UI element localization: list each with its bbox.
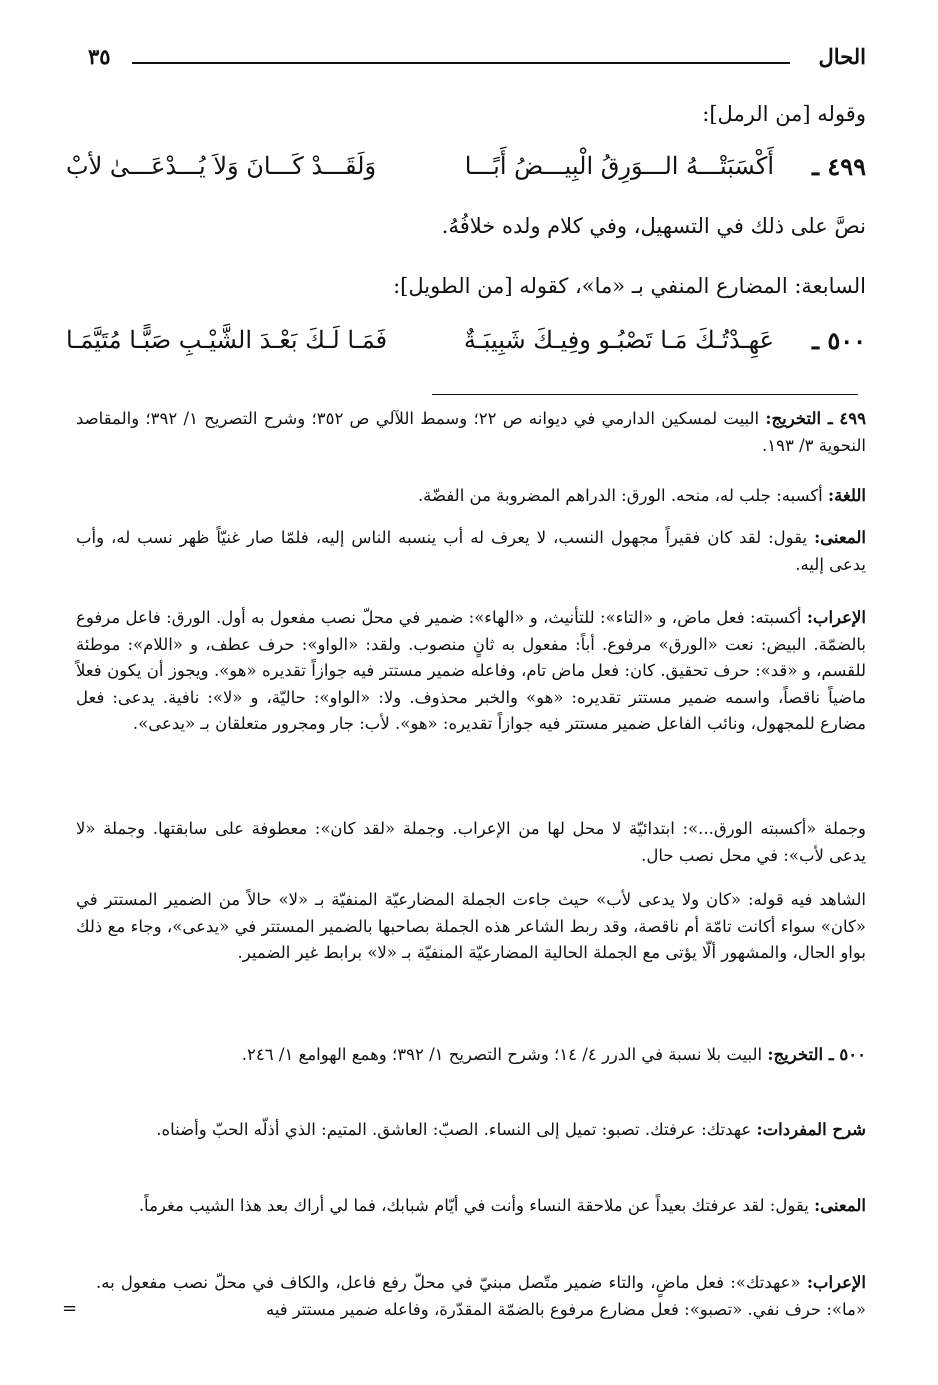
footnote-499-shahid: [76, 887, 866, 967]
footnote-499-mana: [76, 525, 866, 578]
chapter-title: الحال: [818, 44, 866, 69]
footnote-text: أكسبته: فعل ماض، و «التاء»: للتأنيث، و «الهاء»: ضمير في محلّ نصب مفعول به أول. الورق: فاعل مرفوع بالضمّة. البيض: نعت «الورق» مرفوع. أباً: مفعول به ثانٍ منصوب. ولقد: «الواو»: حرف عطف، و «اللام»: موطئة للقسم، و «قد»: حرف تحقيق. كان: فعل ماض تام، وفاعله ضمير مستتر فيه جوازاً تقديره «هو». ويجوز أن يكون فعلاً ماضياً ناقصاً، واسمه ضمير مستتر تقديره: «هو» والخبر محذوف. ولا: «الواو»: حاليّة، و «لا»: نافية. يدعى: فعل مضارع للمجهول، ونائب الفاعل ضمير مستتر فيه جوازاً تقديره: «هو». لأب: جار ومجرور متعلقان بـ «يدعى».: [76, 608, 866, 733]
verse-499: [66, 152, 866, 192]
footnote-text: وجملة «أكسبته الورق...»: ابتدائيّة لا محل لها من الإعراب. وجملة «لقد كان»: معطوفة على سابقتها. وجملة «لا يدعى لأب»: في محل نصب حال.: [76, 819, 866, 865]
verse-hemistich-1: عَهِـدْتُـكَ مَـا تَصْبُـو وفِيـكَ شَبِيبَـةٌ: [463, 326, 774, 354]
verse-hemistich-1: أَكْسَبَتْـــهُ الـــوَرِقُ الْبِيـــضُ أَبًـــا: [464, 152, 774, 180]
footnote-text: «عهدتك»: فعل ماضٍ، والتاء ضمير متّصل مبنيّ في محلّ رفع فاعل، والكاف في محلّ نصب مفعول به. «ما»: حرف نفي. «تصبو»: فعل مضارع مرفوع بالضمّة المقدّرة، وفاعله ضمير مستتر فيه: [96, 1273, 866, 1319]
footnote-label: ٥٠٠ ـ التخريج:: [767, 1045, 866, 1064]
intro-499: وقوله [من الرمل]:: [702, 102, 866, 126]
continuation-mark: =: [62, 1298, 78, 1319]
verse-500: [66, 326, 866, 366]
verse-hemistich-2: وَلَقَـــدْ كَـــانَ وَلاَ يُـــدْعَـــىٰ لأبْ: [66, 152, 377, 180]
footnote-text: يقول: لقد عرفتك بعيداً عن ملاحقة النساء وأنت في أيّام شبابك، فما لي أراك بعد هذا الشيب مغرماً.: [138, 1196, 809, 1215]
note-499: نصَّ على ذلك في التسهيل، وفي كلام ولده خلافُهُ.: [441, 214, 866, 238]
footnote-text: البيت لمسكين الدارمي في ديوانه ص ٢٢؛ وسمط اللآلي ص ٣٥٢؛ وشرح التصريح ١/ ٣٩٢؛ والمقاصد النحوية ٣/ ١٩٣.: [76, 409, 866, 455]
intro-500: السابعة: المضارع المنفي بـ «ما»، كقوله [من الطويل]:: [393, 274, 866, 298]
verse-hemistich-2: فَمَـا لَـكَ بَعْـدَ الشَّيْـبِ صَبًّـا مُتَيَّمَـا: [66, 326, 388, 354]
page-number: ٣٥: [88, 44, 111, 69]
footnote-500-takhrij: [76, 1042, 866, 1069]
verse-number: ٥٠٠ ـ: [811, 326, 866, 355]
footnote-label: اللغة:: [828, 486, 866, 505]
footnote-499-jumla: [76, 816, 866, 869]
header-rule: [132, 62, 790, 64]
footnote-text: أكسبه: جلب له، منحه. الورق: الدراهم المضروبة من الفضّة.: [417, 486, 823, 505]
footnote-499-takhrij: [76, 406, 866, 459]
footnote-label: الإعراب:: [806, 1273, 866, 1292]
footnote-499-irab: [76, 605, 866, 738]
footnote-500-mufradat: [76, 1117, 866, 1144]
footnote-label: الإعراب:: [806, 608, 866, 627]
footnote-499-lugha: [76, 483, 866, 510]
footnote-label: المعنى:: [814, 528, 866, 547]
footnote-text: البيت بلا نسبة في الدرر ٤/ ١٤؛ وشرح التصريح ١/ ٣٩٢؛ وهمع الهوامع ١/ ٢٤٦.: [241, 1045, 763, 1064]
footnote-text: يقول: لقد كان فقيراً مجهول النسب، لا يعرف له أب ينسبه الناس إليه، فلمّا صار غنيّاً ظهر نسب له، وأب يدعى إليه.: [76, 528, 866, 574]
footnote-text: عهدتك: عرفتك. تصبو: تميل إلى النساء. الصبّ: العاشق. المتيم: الذي أذلّه الحبّ وأضناه.: [156, 1120, 752, 1139]
footnote-text: الشاهد فيه قوله: «كان ولا يدعى لأب» حيث جاءت الجملة المضارعيّة المنفيّة بـ «لا» حالاً من الضمير المستتر في «كان» سواء أكانت تامّة أم ناقصة، وقد ربط الشاعر هذه الجملة بصاحبها بالضمير المستتر في «يدعى»، وجاء مع ذلك بواو الحال، والمشهور ألّا يؤتى مع الجملة الحالية المضارعيّة المنفيّة بـ «لا» برابط غير الضمير.: [76, 890, 866, 962]
footnote-separator: [432, 394, 858, 395]
footnote-label: شرح المفردات:: [756, 1120, 866, 1139]
verse-number: ٤٩٩ ـ: [811, 152, 866, 181]
running-header: [88, 44, 866, 78]
footnote-500-mana: [76, 1193, 866, 1220]
footnote-500-irab: [96, 1270, 866, 1323]
footnote-label: ٤٩٩ ـ التخريج:: [765, 409, 867, 428]
footnote-label: المعنى:: [814, 1196, 866, 1215]
